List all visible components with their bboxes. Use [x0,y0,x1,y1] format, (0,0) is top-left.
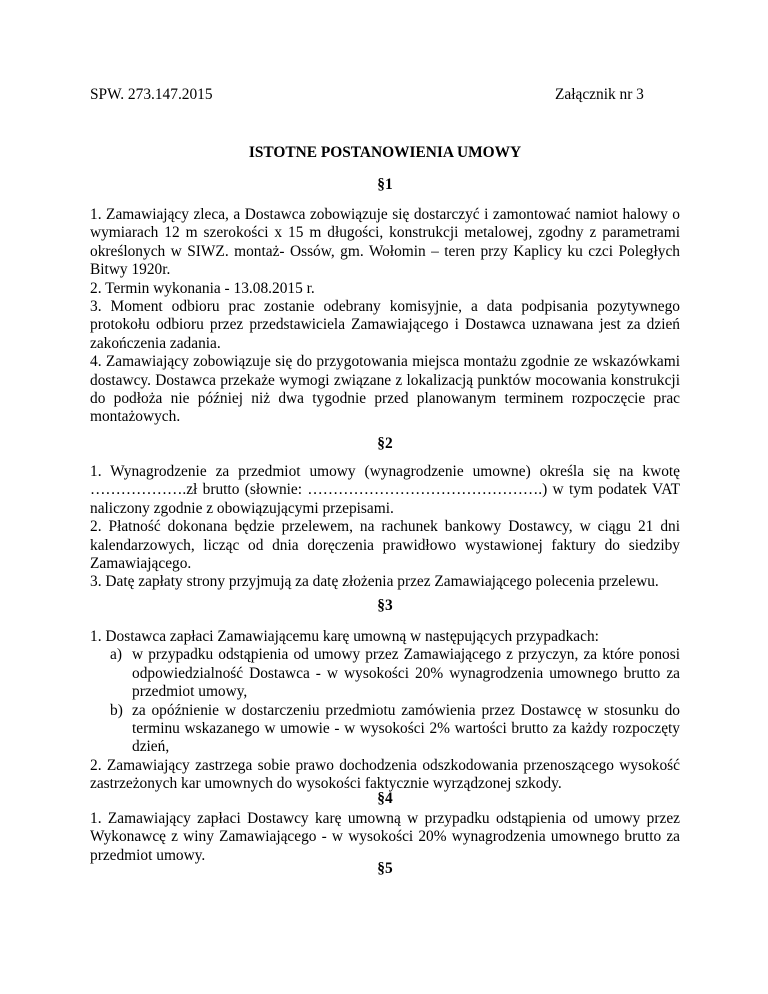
paragraph: 2. Termin wykonania - 13.08.2015 r. [90,279,315,297]
penalty-list [90,646,680,756]
paragraph: 3. Datę zapłaty strony przyjmują za datę złożenia przez Zamawiającego polecenia przelewu. [90,573,659,591]
paragraph: 1. Wynagrodzenie za przedmiot umowy (wynagrodzenie umowne) określa się na kwotę ……………….zł brutto (słownie: ……………………………………….) w tym podatek VAT naliczony zgodnie z obowiązującymi przepisami. [90,463,680,517]
section-2-body [90,463,680,592]
section-5-heading: §5 [377,860,393,877]
list-item [90,646,680,701]
paragraph: 4. Zamawiający zobowiązuje się do przygotowania miejsca montażu zgodnie ze wskazówkami dostawcy. Dostawca przekaże wymogi związane z lokalizacją punktów mocowania konstrukcji do podłoża nie później niż dwa tygodnie przed planowanym terminem rozpoczęcie prac montażowych. [90,353,680,426]
section-3-body [90,628,680,794]
paragraph: 1. Zamawiający zapłaci Dostawcy karę umowną w przypadku odstąpienia od umowy przez Wykonawcę z winy Zamawiającego - w wysokości 20% wynagrodzenia umownego brutto za przedmiot umowy. [90,810,680,864]
section-3-heading: §3 [377,597,393,614]
reference-number: SPW. 273.147.2015 [90,86,213,103]
paragraph: 1. Dostawca zapłaci Zamawiającemu karę umowną w następujących przypadkach: [90,628,599,645]
section-4-heading: §4 [377,790,393,807]
section-1-body [90,206,680,427]
list-marker: b) [110,701,123,719]
paragraph: 2. Zamawiający zastrzega sobie prawo dochodzenia odszkodowania przenoszącego wysokość zastrzeżonych kar umownych do wysokości faktycznie wyrządzonej szkody. [90,756,680,793]
attachment-label: Załącznik nr 3 [555,86,644,103]
list-item-text: za opóźnienie w dostarczeniu przedmiotu zamówienia przez Dostawcę w stosunku do terminu wskazanego w umowie - w wysokości 2% wartości brutto za każdy rozpoczęty dzień, [132,701,680,756]
paragraph: 2. Płatność dokonana będzie przelewem, na rachunek bankowy Dostawcy, w ciągu 21 dni kalendarzowych, licząc od dnia doręczenia prawidłowo wystawionej faktury do siedziby Zamawiającego. [90,518,680,573]
section-4-body [90,810,680,865]
section-1-heading: §1 [377,176,393,193]
list-item [90,702,680,757]
paragraph: 1. Zamawiający zleca, a Dostawca zobowiązuje się dostarczyć i zamontować namiot halowy o wymiarach 12 m szerokości x 15 m długości, konstrukcji metalowej, zgodny z parametrami określonych w SIWZ. montaż- Ossów, gm. Wołomin – teren przy Kaplicy ku czci Poległych Bitwy 1920r. [90,206,680,279]
document-title: ISTOTNE POSTANOWIENIA UMOWY [248,144,522,161]
list-item-text: w przypadku odstąpienia od umowy przez Zamawiającego z przyczyn, za które ponosi odpowiedzialność Dostawca - w wysokości 20% wynagrodzenia umownego brutto za przedmiot umowy, [132,646,680,701]
section-2-heading: §2 [377,435,393,452]
list-marker: a) [110,646,122,664]
paragraph: 3. Moment odbioru prac zostanie odebrany komisyjnie, a data podpisania pozytywnego protokołu odbioru przez przedstawiciela Zamawiającego i Dostawca uznawana jest za dzień zakończenia zadania. [90,298,680,352]
